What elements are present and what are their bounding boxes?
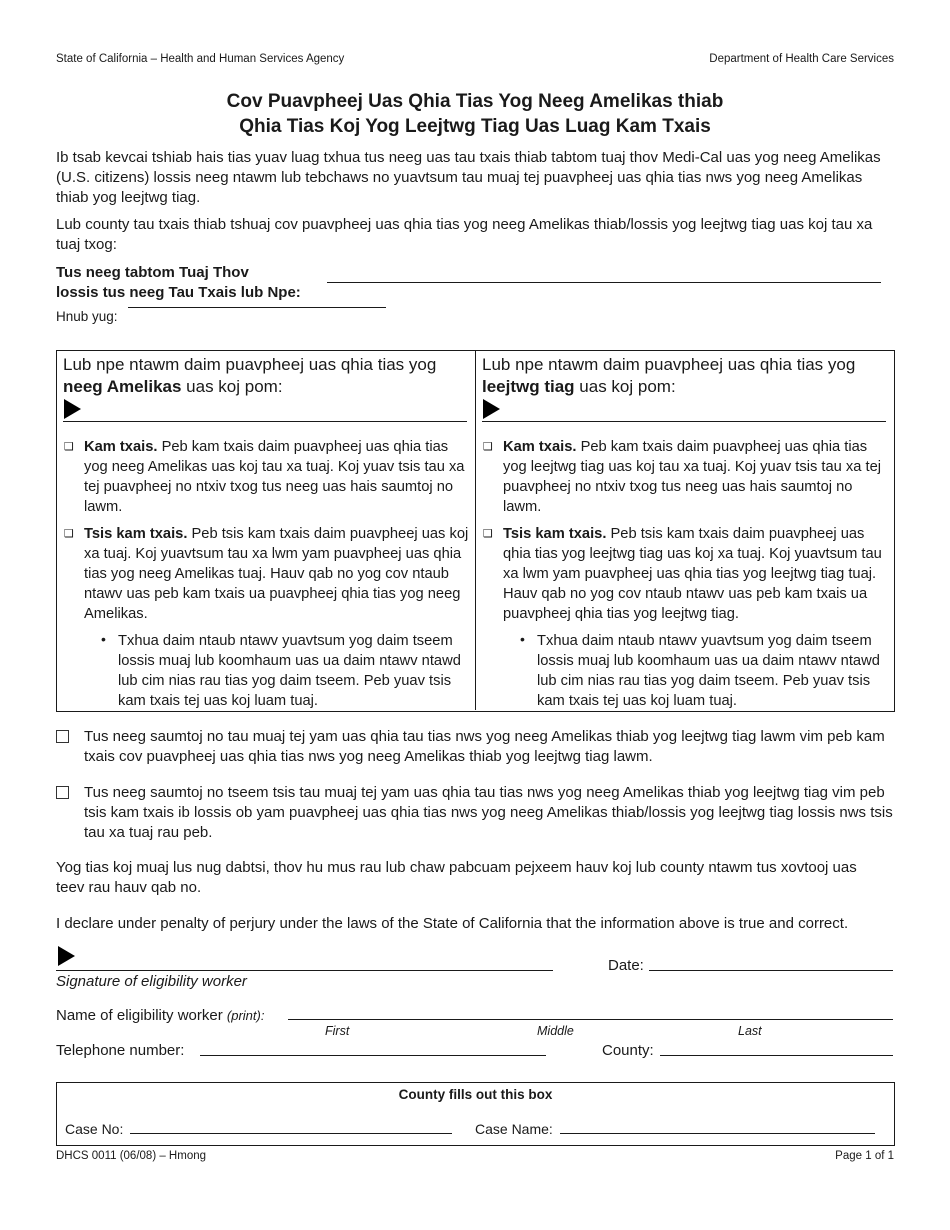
option1-text: Tus neeg saumtoj no tau muaj tej yam uas qhia tau tias nws yog neeg Amelikas thiab yog leejtwg tiag lawm vim peb kam txais cov puavpheej uas qhia tias nws yog neeg Amelikas thiab yog leejtwg tiag lawm.: [84, 728, 885, 765]
option2-checkbox[interactable]: [56, 786, 69, 799]
last-name-caption: Last: [738, 1024, 762, 1038]
worker-name-label: Name of eligibility worker (print):: [56, 1007, 265, 1024]
case-no-field[interactable]: [130, 1133, 452, 1134]
left-rejected-text: Tsis kam txais. Peb tsis kam txais daim puavpheej uas koj xa tuaj. Koj yuavtsum tau xa lwm yam puavpheej uas qhia tias yog neeg Amelikas tuaj. Hauv qab no yog cov ntaub ntawv uas peb kam txais ua puavpheej qhia tias yog neeg Amelikas.: [84, 526, 469, 622]
right-arrow-icon: [483, 399, 500, 419]
right-column-header: Lub npe ntawm daim puavpheej uas qhia tias yog leejtwg tiag uas koj pom:: [482, 355, 856, 396]
signature-arrow-icon: [58, 946, 75, 966]
applicant-name-field[interactable]: [327, 282, 881, 283]
dob-field[interactable]: [128, 307, 386, 308]
right-bullet-text: Txhua daim ntaub ntawv yuavtsum yog daim tseem lossis muaj lub koomhaum uas ua daim ntawv ntawd lub cim nias rau tias yog daim tseem. Peb yuav tsis kam txais tej uas koj luam tuaj.: [537, 633, 880, 709]
right-rejected-text: Tsis kam txais. Peb tsis kam txais daim puavpheej uas qhia tias yog leejtwg tiag uas koj xa tuaj. Koj yuavtsum tau xa lwm yam puavpheej uas qhia tias yog leejtwg tiag tuaj. Hauv qab no yog cov ntaub ntawv uas peb kam txais ua puavpheej qhia tias yog leejtwg tiag.: [503, 526, 882, 622]
declaration-text: I declare under penalty of perjury under the laws of the State of California that the information above is true and correct.: [56, 915, 849, 932]
agency-name: State of California – Health and Human Services Agency: [56, 53, 345, 65]
option1-checkbox[interactable]: [56, 730, 69, 743]
left-document-name-field[interactable]: [63, 421, 467, 422]
applicant-label-line1: Tus neeg tabtom Tuaj Thov: [56, 264, 249, 281]
county-label: County:: [602, 1042, 654, 1059]
date-field[interactable]: [649, 970, 893, 971]
county-box-title: County fills out this box: [398, 1087, 553, 1102]
county-field[interactable]: [660, 1055, 893, 1056]
dob-label: Hnub yug:: [56, 309, 118, 324]
intro-paragraph-2: Lub county tau txais thiab tshuaj cov puavpheej uas qhia tias yog neeg Amelikas thiab/lossis yog leejtwg tiag uas koj tau xa tuaj txog:: [56, 216, 873, 253]
left-accepted-text: Kam txais. Peb kam txais daim puavpheej uas qhia tias yog neeg Amelikas uas koj tau xa tuaj. Koj yuav tsis tau xa tej puavpheej no ntxiv txog tus neeg uas hais saumtoj no lawm.: [84, 439, 465, 515]
option2-text: Tus neeg saumtoj no tseem tsis tau muaj tej yam uas qhia tau tias nws yog neeg Amelikas thiab yog leejtwg tiag vim peb tsis kam txais ib lossis ob yam puavpheej uas qhia tias nws yog neeg Amelikas thiab/lossis yog leejtwg tiag lossis nws tsis tau xa tuaj rau peb.: [84, 784, 893, 841]
case-name-label: Case Name:: [475, 1121, 553, 1137]
department-name: Department of Health Care Services: [709, 53, 894, 65]
date-label: Date:: [608, 957, 644, 974]
bullet-icon: •: [520, 631, 525, 647]
case-name-field[interactable]: [560, 1133, 875, 1134]
right-accepted-text: Kam txais. Peb kam txais daim puavpheej uas qhia tias yog leejtwg tiag uas koj tau xa tuaj. Koj yuav tsis tau xa tej puavpheej no ntxiv txog tus neeg uas hais saumtoj no lawm.: [503, 439, 882, 515]
signature-label: Signature of eligibility worker: [56, 973, 247, 990]
phone-label: Telephone number:: [56, 1042, 185, 1059]
form-title-line2: Qhia Tias Koj Yog Leejtwg Tiag Uas Luag Kam Txais: [239, 116, 711, 137]
left-arrow-icon: [64, 399, 81, 419]
checkbox-icon[interactable]: ❑: [483, 441, 493, 453]
case-no-label: Case No:: [65, 1121, 124, 1137]
checkbox-icon[interactable]: ❑: [64, 528, 74, 540]
page-number: Page 1 of 1: [835, 1150, 894, 1162]
middle-name-caption: Middle: [537, 1024, 574, 1038]
intro-paragraph-1: Ib tsab kevcai tshiab hais tias yuav luag txhua tus neeg uas tau txais thiab tabtom tuaj thov Medi-Cal uas yog neeg Amelikas (U.S. citizens) lossis neeg ntawm lub tebchaws no yuavtsum tau muaj tej puavpheej uas qhia tias nws yog neeg Amelikas thiab yog leejtwg tiag.: [56, 149, 881, 206]
worker-name-field[interactable]: [288, 1019, 893, 1020]
questions-text: Yog tias koj muaj lus nug dabtsi, thov hu mus rau lub chaw pabcuam pejxeem hauv koj lub county ntawm tus xovtooj uas teev rau hauv qab no.: [56, 859, 857, 896]
column-divider: [475, 351, 476, 710]
first-name-caption: First: [325, 1024, 350, 1038]
form-title-line1: Cov Puavpheej Uas Qhia Tias Yog Neeg Amelikas thiab: [226, 91, 724, 112]
right-document-name-field[interactable]: [482, 421, 886, 422]
left-bullet-text: Txhua daim ntaub ntawv yuavtsum yog daim tseem lossis muaj lub koomhaum uas ua daim ntawv ntawd lub cim nias rau tias yog daim tseem. Peb yuav tsis kam txais tej uas koj luam tuaj.: [118, 633, 461, 709]
bullet-icon: •: [101, 631, 106, 647]
signature-field[interactable]: [56, 970, 553, 971]
phone-field[interactable]: [200, 1055, 546, 1056]
left-column-header: Lub npe ntawm daim puavpheej uas qhia tias yog neeg Amelikas uas koj pom:: [63, 355, 437, 396]
applicant-label-line2: lossis tus neeg Tau Txais lub Npe:: [56, 284, 301, 301]
checkbox-icon[interactable]: ❑: [483, 528, 493, 540]
form-id: DHCS 0011 (06/08) – Hmong: [56, 1150, 206, 1162]
checkbox-icon[interactable]: ❑: [64, 441, 74, 453]
